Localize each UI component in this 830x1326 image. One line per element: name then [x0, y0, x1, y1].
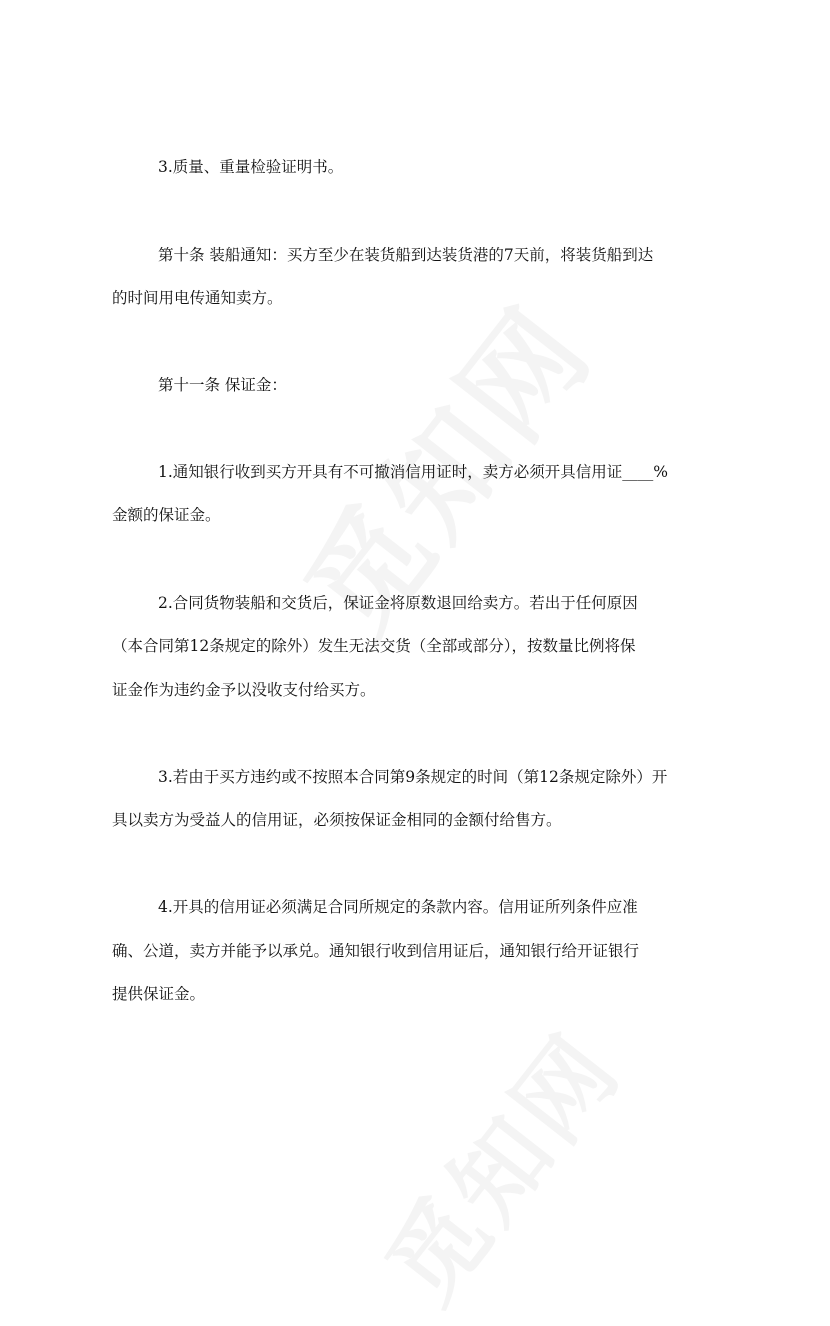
paragraph-line: 具以卖方为受益人的信用证，必须按保证金相同的金额付给售方。 [112, 811, 562, 829]
paragraph-line: 4.开具的信用证必须满足合同所规定的条款内容。信用证所列条件应准 [158, 898, 638, 916]
paragraph-line: 3.若由于买方违约或不按照本合同第9条规定的时间（第12条规定除外）开 [158, 768, 668, 786]
paragraph-line: 确、公道，卖方并能予以承兑。通知银行收到信用证后，通知银行给开证银行 [112, 942, 640, 960]
paragraph-line: 提供保证金。 [112, 985, 206, 1003]
paragraph-line: 1.通知银行收到买方开具有不可撤消信用证时，卖方必须开具信用证____% [158, 463, 669, 481]
paragraph-line: 证金作为违约金予以没收支付给买方。 [112, 681, 376, 699]
paragraph-line: 3.质量、重量检验证明书。 [158, 158, 344, 176]
paragraph-line: 2.合同货物装船和交货后，保证金将原数退回给卖方。若出于任何原因 [158, 594, 638, 612]
paragraph-line: 第十一条 保证金： [158, 376, 287, 394]
paragraph-line: 金额的保证金。 [112, 506, 221, 524]
paragraph-line: 第十条 装船通知：买方至少在装货船到达装货港的7天前，将装货船到达 [158, 246, 654, 264]
watermark [350, 1001, 646, 1326]
paragraph-line: 的时间用电传通知卖方。 [112, 289, 283, 307]
paragraph-line: （本合同第12条规定的除外）发生无法交货（全部或部分），按数量比例将保 [112, 637, 636, 655]
